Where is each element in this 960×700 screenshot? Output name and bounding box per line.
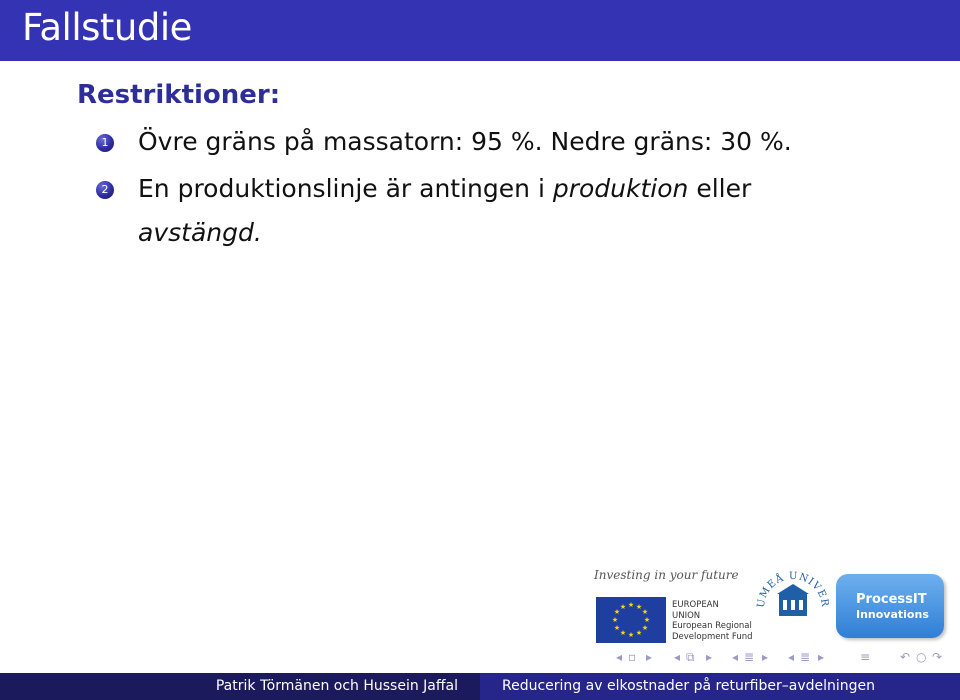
nav-back-icon[interactable]: ↶ <box>900 650 911 664</box>
eu-line: UNION <box>672 610 701 621</box>
slide-title: Fallstudie <box>22 6 192 49</box>
nav-slide-icon[interactable]: ▫ <box>628 650 637 664</box>
svg-text:★: ★ <box>627 631 635 639</box>
footer-talk-title: Reducering av elkostnader på returfiber–avdelningen <box>480 673 960 700</box>
svg-text:★: ★ <box>635 629 643 637</box>
svg-text:★: ★ <box>619 603 627 611</box>
eu-regional-fund-logo <box>594 568 754 646</box>
nav-prev-section-icon[interactable]: ◂ <box>788 650 795 664</box>
footer-authors: Patrik Törmänen och Hussein Jaffal <box>0 673 480 700</box>
nav-search-forward-icon[interactable]: ↷ <box>932 650 943 664</box>
block-title: Restriktioner: <box>77 80 281 110</box>
eu-line: European Regional <box>672 621 752 631</box>
nav-subsection-icon[interactable]: ≣ <box>744 650 755 664</box>
list-item-text-line2: avstängd. <box>138 218 262 247</box>
eu-flag-icon <box>596 597 666 643</box>
nav-next-subsection-icon[interactable]: ▸ <box>762 650 769 664</box>
svg-text:★: ★ <box>627 601 635 609</box>
svg-text:★: ★ <box>619 629 627 637</box>
slide-footer <box>0 673 960 700</box>
bullet-number-icon: 1 <box>96 134 114 152</box>
svg-text:★: ★ <box>643 616 651 624</box>
umu-arc-text: UMEÅ UNIVER <box>755 570 831 609</box>
slide-header <box>0 0 960 61</box>
svg-text:★: ★ <box>611 616 619 624</box>
umea-university-logo <box>752 564 834 648</box>
text-segment: En produktionslinje är antingen i <box>138 174 553 203</box>
nav-next-frame-icon[interactable]: ▸ <box>706 650 713 664</box>
nav-section-icon[interactable]: ≣ <box>800 650 811 664</box>
nav-prev-slide-icon[interactable]: ◂ <box>616 650 623 664</box>
eu-caption: Investing in your future <box>594 568 739 582</box>
eu-line: EUROPEAN <box>672 600 719 610</box>
nav-prev-subsection-icon[interactable]: ◂ <box>732 650 739 664</box>
nav-next-section-icon[interactable]: ▸ <box>818 650 825 664</box>
list-item-text: Övre gräns på massatorn: 95 %. Nedre gräns: 30 %. <box>138 127 792 156</box>
svg-text:★: ★ <box>613 608 621 616</box>
processit-subtitle: Innovations <box>856 608 929 621</box>
nav-prev-frame-icon[interactable]: ◂ <box>674 650 681 664</box>
processit-innovations-logo <box>836 574 944 638</box>
eu-line: Development Fund <box>672 631 753 642</box>
nav-search-icon[interactable]: ○ <box>916 650 927 664</box>
svg-text:★: ★ <box>613 624 621 632</box>
processit-name: ProcessIT <box>856 592 927 607</box>
nav-toc-icon[interactable]: ≡ <box>860 650 871 664</box>
text-segment: eller <box>688 174 752 203</box>
svg-text:★: ★ <box>641 624 649 632</box>
bullet-number-icon: 2 <box>96 181 114 199</box>
list-item-text <box>138 167 751 211</box>
nav-frame-icon[interactable]: ⧉ <box>686 650 695 664</box>
eu-text <box>672 600 753 642</box>
svg-text:★: ★ <box>635 603 643 611</box>
nav-next-slide-icon[interactable]: ▸ <box>646 650 653 664</box>
emphasized-text: produktion <box>552 174 689 203</box>
svg-text:★: ★ <box>641 608 649 616</box>
